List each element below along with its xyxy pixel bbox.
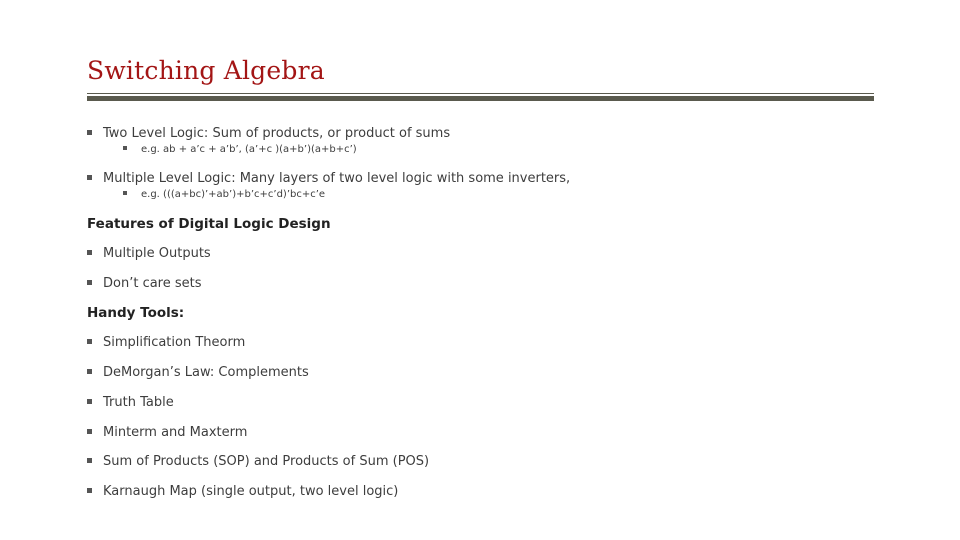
square-bullet-icon — [87, 250, 92, 255]
bullet-text: Truth Table — [103, 395, 174, 410]
sub-bullet-text: e.g. (((a+bc)’+ab’)+b’c+c’d)’bc+c’e — [141, 189, 326, 200]
sub-bullet-item — [123, 144, 357, 155]
bullet-item — [87, 171, 570, 186]
bullet-item — [87, 454, 429, 469]
bullet-item — [87, 395, 174, 410]
bullet-text: Sum of Products (SOP) and Products of Sum (POS) — [103, 454, 430, 469]
bullet-item — [87, 276, 202, 291]
square-bullet-icon — [123, 191, 127, 195]
square-bullet-icon — [87, 488, 92, 493]
bullet-item — [87, 484, 398, 499]
bullet-item — [87, 126, 450, 141]
bullet-text: Simplification Theorm — [103, 335, 246, 350]
square-bullet-icon — [87, 369, 92, 374]
square-bullet-icon — [87, 280, 92, 285]
sub-bullet-text: e.g. ab + a’c + a’b’, (a’+c )(a+b’)(a+b+c’) — [141, 144, 357, 155]
square-bullet-icon — [87, 339, 92, 344]
bullet-text: DeMorgan’s Law: Complements — [103, 365, 309, 380]
bullet-text: Minterm and Maxterm — [103, 425, 248, 440]
title-divider-thin — [87, 93, 874, 94]
bullet-item — [87, 335, 245, 350]
bullet-item — [87, 365, 309, 380]
bullet-text: Multiple Outputs — [103, 246, 211, 261]
features-heading: Features of Digital Logic Design — [87, 216, 331, 232]
bullet-text: Two Level Logic: Sum of products, or product of sums — [103, 126, 451, 141]
bullet-item — [87, 246, 211, 261]
title-divider-thick — [87, 96, 874, 101]
square-bullet-icon — [87, 429, 92, 434]
square-bullet-icon — [123, 146, 127, 150]
square-bullet-icon — [87, 175, 92, 180]
bullet-text: Karnaugh Map (single output, two level logic) — [103, 484, 399, 499]
square-bullet-icon — [87, 130, 92, 135]
sub-bullet-item — [123, 189, 325, 200]
square-bullet-icon — [87, 399, 92, 404]
bullet-item — [87, 425, 247, 440]
square-bullet-icon — [87, 458, 92, 463]
tools-heading: Handy Tools: — [87, 305, 185, 321]
bullet-text: Multiple Level Logic: Many layers of two level logic with some inverters, — [103, 171, 571, 186]
bullet-text: Don’t care sets — [103, 276, 202, 291]
slide-title: Switching Algebra — [87, 56, 325, 85]
